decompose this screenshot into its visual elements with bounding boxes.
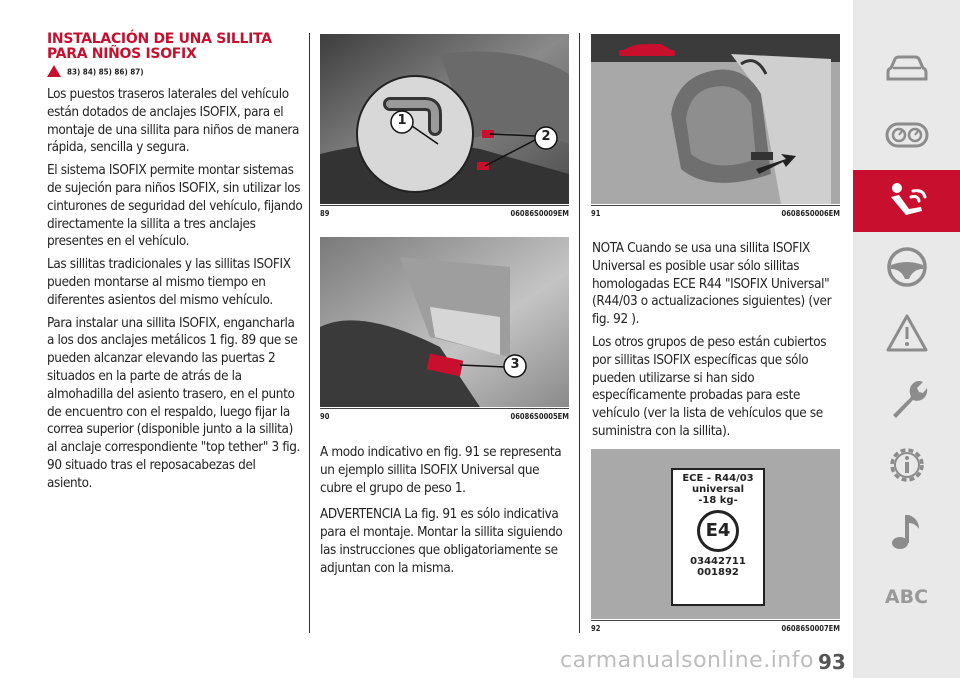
sidebar-item-car[interactable] <box>853 38 960 100</box>
label-weight: -18 kg- <box>698 495 738 506</box>
right-column-text <box>592 240 842 446</box>
column-divider <box>579 33 580 633</box>
sidebar-item-safety[interactable] <box>853 170 960 232</box>
sidebar-item-index[interactable] <box>853 566 960 628</box>
figure-92-homologation-label <box>591 449 840 619</box>
figure-code: 06086S0007EM <box>781 624 840 633</box>
caption-rule <box>591 620 840 621</box>
section-title: INSTALACIÓN DE UNA SILLITA PARA NIÑOS ISOFIX <box>47 31 272 62</box>
figure-91-isofix-seat <box>591 34 840 204</box>
dashboard-gauges-icon <box>885 120 929 150</box>
paragraph: Para instalar una sillita ISOFIX, engancharla a los dos anclajes metálicos 1 fig. 89 que se pueden alcanzar elevando las puertas 2 situados en la parte de atrás de la almohadilla del asiento trasero, en el punto de encuentro con el respaldo, luego fijar la correa superior (disponible junto a la sillita) al anclaje correspondiente "top tether" 3 fig. 90 situado tras el reposacabezas del asiento. <box>47 315 301 491</box>
watermark: carmanualsonline.info <box>560 648 814 673</box>
paragraph: A modo indicativo en fig. 91 se representa un ejemplo sillita ISOFIX Universal que cubre el grupo de peso 1. <box>320 445 562 496</box>
sidebar-item-driving[interactable] <box>853 236 960 298</box>
wrench-icon <box>885 377 929 421</box>
music-note-icon <box>885 509 929 553</box>
callout-2: 2 <box>541 129 551 144</box>
caption-rule <box>320 205 569 206</box>
paragraph: ADVERTENCIA La fig. 91 es sólo indicativa para el montaje. Montar la sillita siguiendo las instrucciones que obligatoriamente se adjuntan con la misma. <box>320 507 563 576</box>
reference-list: 83) 84) 85) 86) 87) <box>67 67 144 77</box>
chapter-sidebar <box>853 0 960 678</box>
figure-89-caption <box>320 209 569 218</box>
column-divider <box>309 33 310 633</box>
sidebar-item-maintenance[interactable] <box>853 368 960 430</box>
car-icon <box>885 54 929 84</box>
label-standard: ECE - R44/03 <box>682 473 754 484</box>
sidebar-item-dashboard[interactable] <box>853 104 960 166</box>
warning-references <box>47 66 144 78</box>
sidebar-item-technical-data[interactable] <box>853 434 960 496</box>
figure-code: 06086S0006EM <box>781 209 840 218</box>
caption-rule <box>320 408 569 409</box>
figure-90-top-tether <box>320 237 569 407</box>
index-label: ABC <box>884 586 929 608</box>
paragraph: Las sillitas tradicionales y las sillitas ISOFIX pueden montarse al mismo tiempo en diferentes asientos del mismo vehículo. <box>47 257 291 308</box>
caption-rule <box>591 205 840 206</box>
figure-number: 90 <box>320 412 330 421</box>
figure-89-isofix-anchors <box>320 34 569 204</box>
paragraph: Los puestos traseros laterales del vehículo están dotados de anclajes ISOFIX, para el montaje de una sillita para niños de manera rápida, sencilla y segura. <box>47 87 300 156</box>
label-category: universal <box>691 484 745 495</box>
figure-92-caption <box>591 624 840 633</box>
warning-triangle-icon <box>885 313 929 353</box>
paragraph: El sistema ISOFIX permite montar sistemas de sujeción para niños ISOFIX, sin utilizar los cinturones de seguridad del vehículo, fijando directamente la sillita a tres anclajes presentes en el vehículo. <box>47 163 303 250</box>
paragraph: NOTA Cuando se usa una sillita ISOFIX Universal es posible usar sólo sillitas homologadas ECE R44 "ISOFIX Universal" (R44/03 o actualizaciones siguientes) (ver fig. 92 ). <box>592 241 832 328</box>
page-number: 93 <box>818 650 846 674</box>
middle-column-text <box>320 444 572 583</box>
approval-mark: E4 <box>697 510 739 552</box>
figure-number: 89 <box>320 209 330 218</box>
paragraph: Los otros grupos de peso están cubiertos por sillitas ISOFIX específicas que sólo pueden utilizarse si han sido específicamente probadas para este vehículo (ver la lista de vehículos que se suministra con la sillita). <box>592 334 827 439</box>
homologation-label <box>671 468 765 606</box>
warning-triangle-icon <box>47 65 61 77</box>
callout-1: 1 <box>397 113 407 128</box>
steering-wheel-icon <box>885 245 929 289</box>
label-serial: 001892 <box>697 567 739 578</box>
figure-number: 91 <box>591 209 601 218</box>
info-gear-icon <box>885 443 929 487</box>
figure-code: 06086S0005EM <box>510 412 569 421</box>
figure-code: 06086S0009EM <box>510 209 569 218</box>
label-approval-code: 03442711 <box>690 556 746 567</box>
callout-3: 3 <box>510 357 520 372</box>
figure-number: 92 <box>591 624 601 633</box>
safety-passenger-icon <box>885 181 929 221</box>
sidebar-item-multimedia[interactable] <box>853 500 960 562</box>
sidebar-item-emergency[interactable] <box>853 302 960 364</box>
figure-90-caption <box>320 412 569 421</box>
left-column-text <box>47 86 303 498</box>
figure-91-caption <box>591 209 840 218</box>
